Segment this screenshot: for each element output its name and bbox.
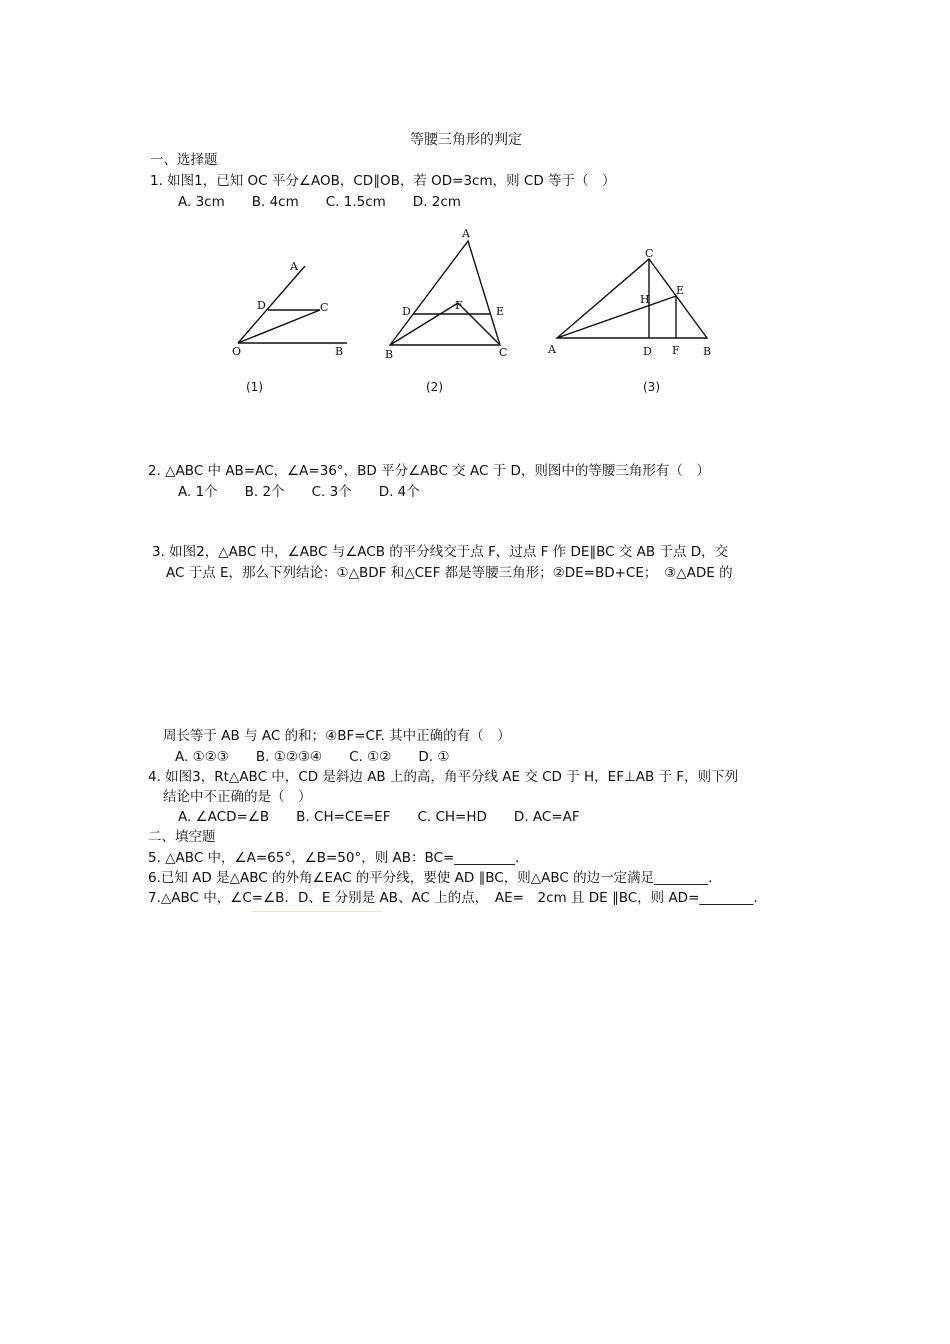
label-D: D	[402, 305, 411, 318]
figure-2-caption: (2)	[426, 380, 443, 394]
question-5-stem: 5. △ABC 中，∠A=65°，∠B=50°，则 AB：BC=_________.	[148, 850, 520, 866]
question-3-line-2: AC 于点 E，那么下列结论：①△BDF 和△CEF 都是等腰三角形；②DE=BD+CE； ③△ADE 的	[166, 565, 733, 581]
label-A: A	[462, 227, 470, 240]
label-C: C	[499, 346, 508, 359]
question-4-line-2: 结论中不正确的是（ ）	[163, 789, 312, 805]
question-4-line-1: 4. 如图3，Rt△ABC 中，CD 是斜边 AB 上的高，角平分线 AE 交 CD 于 H，EF⊥AB 于 F，则下列	[148, 769, 739, 785]
section-heading-choice: 一、选择题	[150, 152, 218, 168]
label-F: F	[455, 299, 463, 312]
figure-1-caption: (1)	[246, 380, 263, 394]
label-A: A	[548, 343, 556, 356]
question-4-options: A. ∠ACD=∠B B. CH=CE=EF C. CH=HD D. AC=AF	[178, 809, 580, 825]
ray-OA	[238, 266, 305, 343]
label-B: B	[385, 348, 394, 361]
label-O: O	[232, 345, 242, 358]
question-1-options: A. 3cm B. 4cm C. 1.5cm D. 2cm	[178, 194, 461, 210]
page-title: 等腰三角形的判定	[410, 132, 522, 148]
question-3-line-3: 周长等于 AB 与 AC 的和；④BF=CF. 其中正确的有（ ）	[163, 728, 511, 744]
label-B: B	[335, 345, 344, 358]
question-1-stem: 1. 如图1，已知 OC 平分∠AOB，CD∥OB，若 OD=3cm，则 CD 等于（ ）	[150, 173, 616, 189]
segment-BF	[390, 303, 458, 345]
figure-2	[380, 225, 520, 405]
bisector-AE	[557, 296, 676, 338]
question-3-options: A. ①②③ B. ①②③④ C. ①② D. ①	[175, 749, 450, 765]
question-3-line-1: 3. 如图2，△ABC 中，∠ABC 与∠ACB 的平分线交于点 F，过点 F 作 DE∥BC 交 AB 于点 D，交	[152, 544, 729, 560]
section-heading-fill: 二、填空题	[148, 829, 216, 845]
figure-3-caption: (3)	[643, 380, 660, 394]
label-A: A	[290, 260, 298, 273]
question-6-stem: 6.已知 AD 是△ABC 的外角∠EAC 的平分线，要使 AD ∥BC，则△ABC 的边一定满足________.	[148, 870, 713, 886]
question-2-options: A. 1个 B. 2个 C. 3个 D. 4个	[178, 484, 420, 500]
segment-OC	[238, 310, 320, 343]
figure-1	[225, 255, 355, 405]
label-F: F	[672, 344, 680, 357]
triangle-ABC	[557, 259, 707, 338]
question-2-stem: 2. △ABC 中 AB=AC，∠A=36°，BD 平分∠ABC 交 AC 于 D，则图中的等腰三角形有（ ）	[148, 463, 710, 479]
label-D: D	[643, 345, 652, 358]
label-D: D	[257, 299, 266, 312]
question-7-stem: 7.△ABC 中，∠C=∠B．D、E 分别是 AB、AC 上的点， AE= 2cm 且 DE ∥BC，则 AD=________.	[148, 890, 758, 906]
label-E: E	[496, 305, 505, 318]
label-C: C	[645, 247, 654, 260]
label-H: H	[640, 293, 650, 306]
label-E: E	[676, 284, 685, 297]
label-C: C	[320, 301, 329, 314]
label-B: B	[703, 345, 712, 358]
figure-3	[545, 245, 725, 405]
